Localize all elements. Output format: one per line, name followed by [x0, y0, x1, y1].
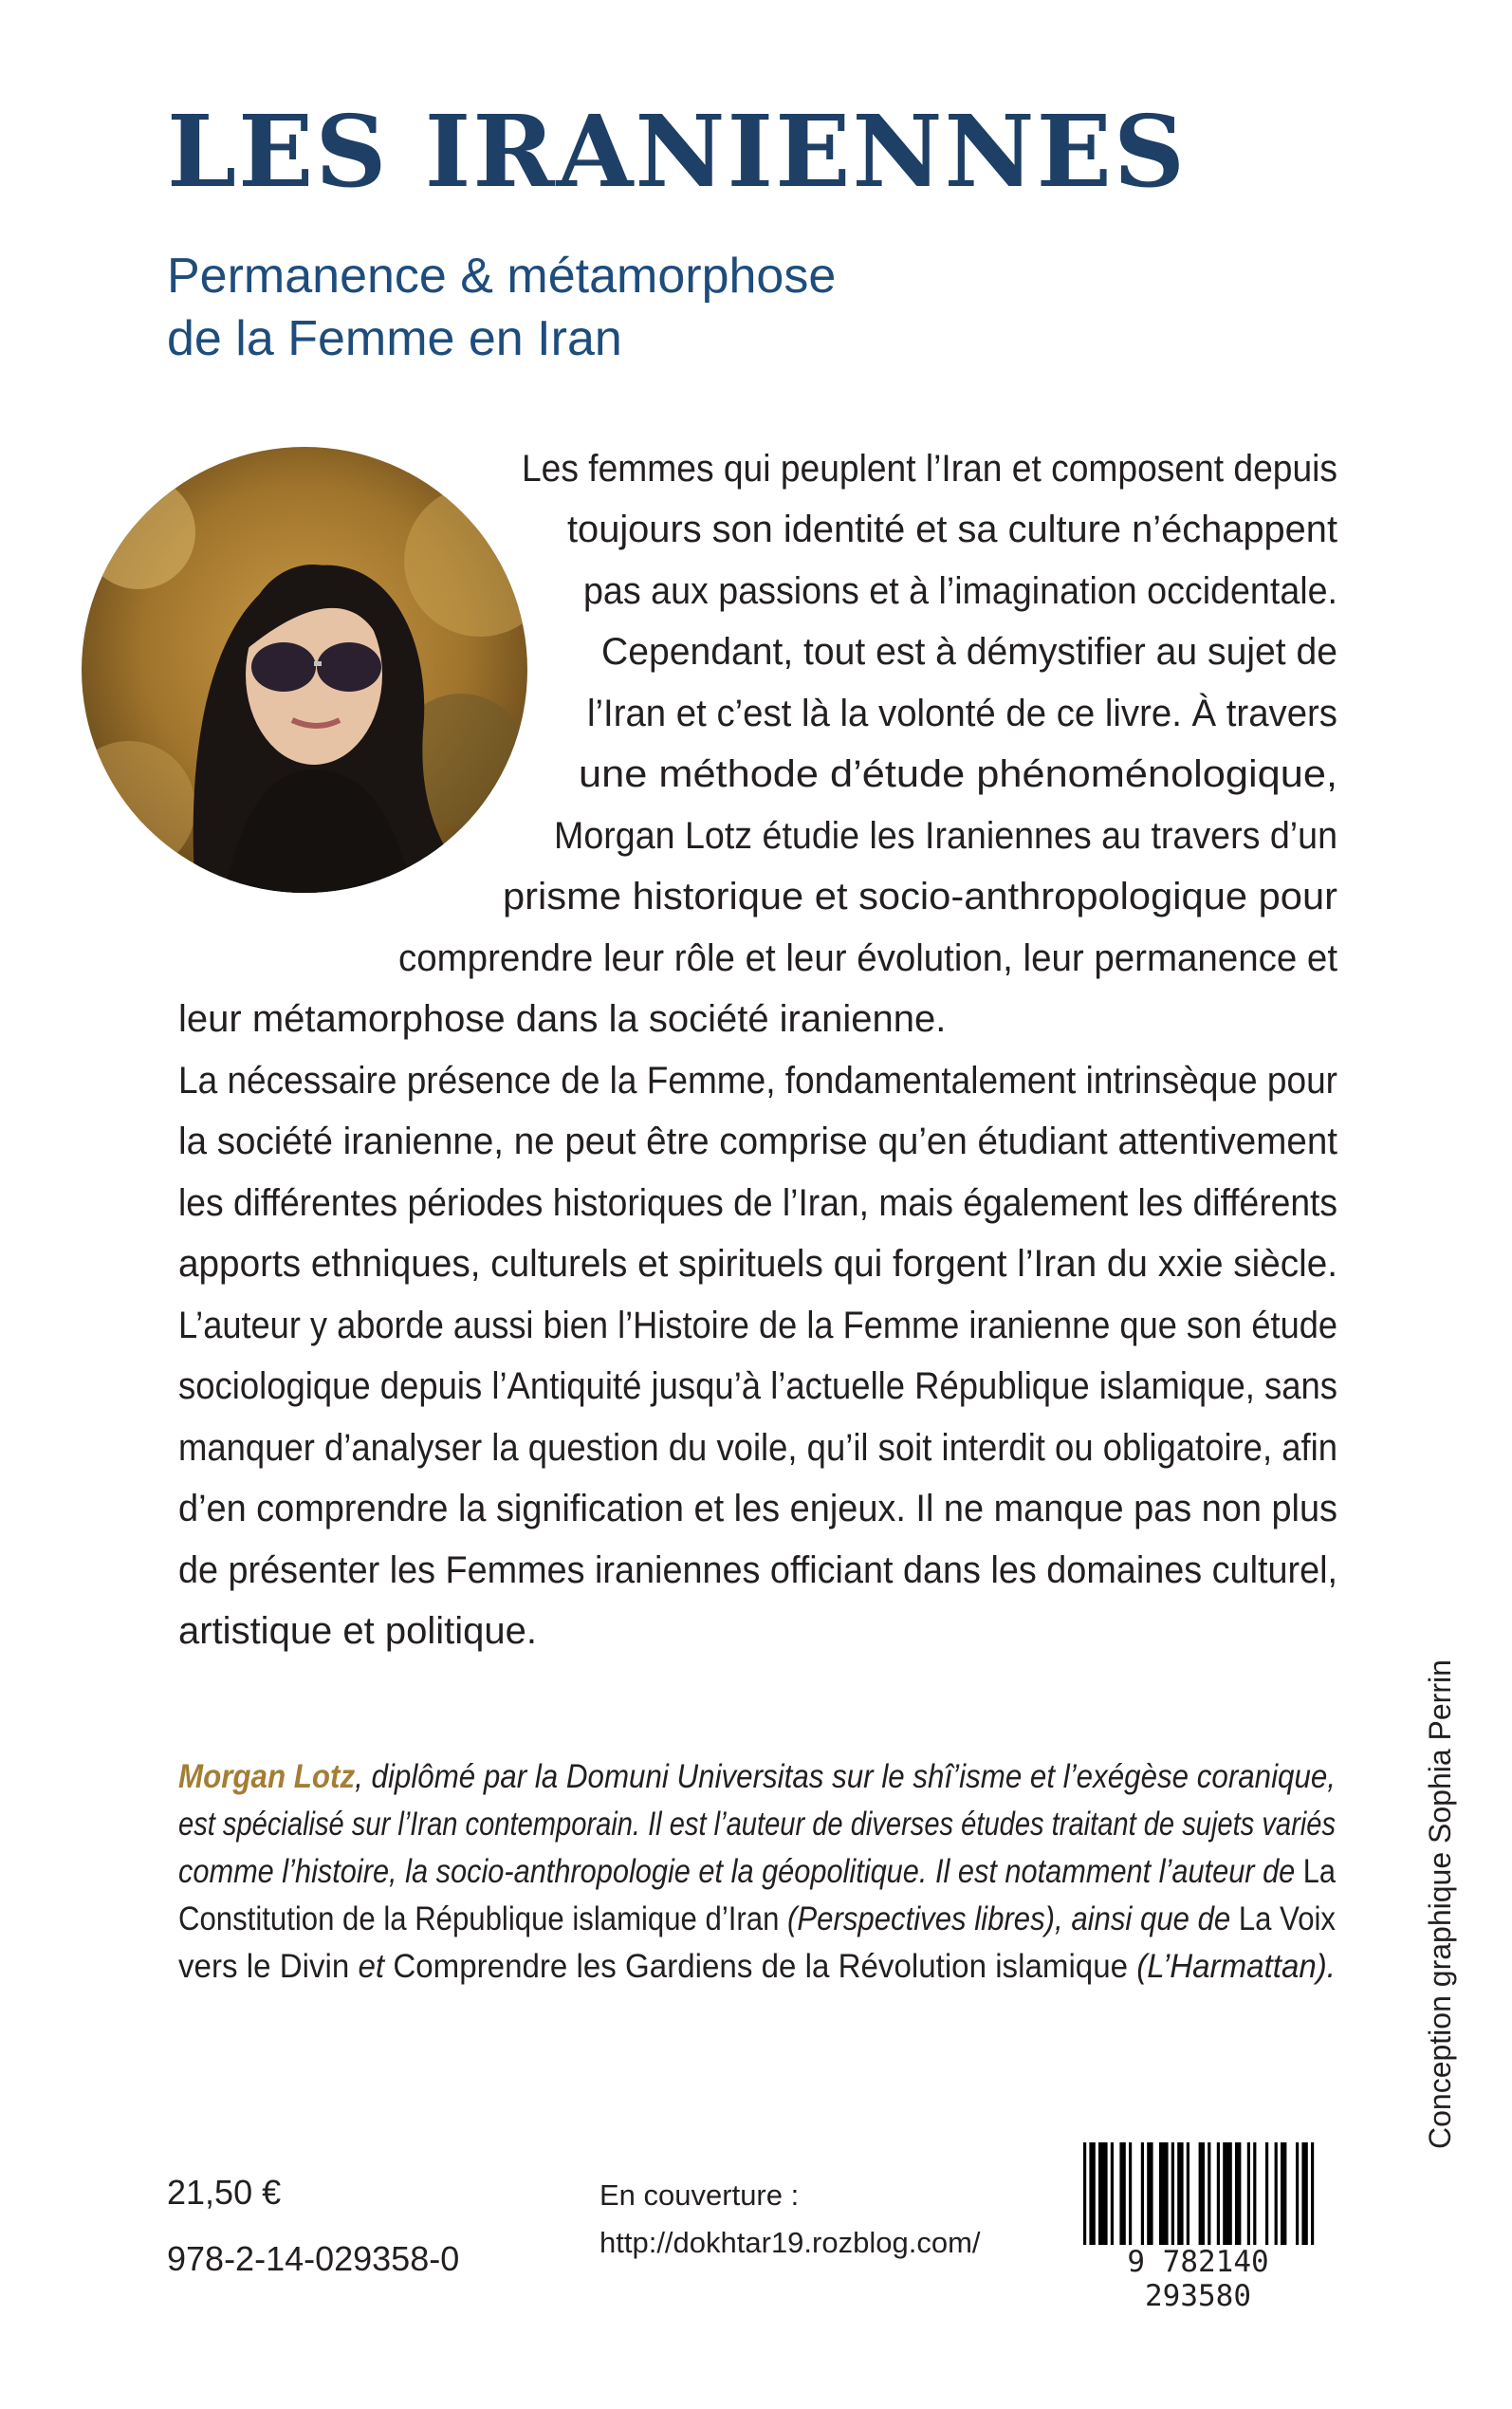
price: 21,50 €: [167, 2173, 282, 2212]
summary-line: Les femmes qui peuplent l’Iran et composent depuis: [522, 448, 1337, 490]
barcode-bar: [1296, 2142, 1299, 2245]
barcode-bar: [1208, 2142, 1210, 2245]
barcode-bar: [1089, 2142, 1095, 2245]
summary-line: toujours son identité et sa culture n’échappent: [567, 509, 1337, 550]
subtitle-line-1: Permanence & métamorphose: [167, 249, 837, 304]
barcode-digits: 9 782140 293580: [1074, 2245, 1322, 2313]
bio-text: (Perspectives libres), ainsi que de: [779, 1900, 1231, 1937]
book-title: LES IRANIENNES: [167, 93, 1187, 210]
summary-line: d’en comprendre la signification et les enjeux. Il ne manque pas non plus: [178, 1488, 1337, 1529]
book-title-ref: Comprendre les Gardiens de la Révolution islamique: [384, 1948, 1129, 1985]
summary-line: une méthode d’étude phénoménologique,: [579, 753, 1337, 795]
barcode-bar: [1281, 2142, 1286, 2245]
barcode-bar: [1265, 2142, 1268, 2245]
barcode-bar: [1235, 2142, 1241, 2245]
book-title-ref: vers le Divin: [178, 1948, 350, 1985]
barcode-bar: [1199, 2142, 1205, 2245]
barcode-bar: [1171, 2142, 1174, 2245]
summary-line: la société iranienne, ne peut être comprise qu’en étudiant attentivement: [178, 1121, 1337, 1162]
barcode-bars: [1074, 2142, 1322, 2245]
barcode-bar: [1141, 2142, 1144, 2245]
summary-line: Morgan Lotz étudie les Iraniennes au travers d’un: [554, 815, 1337, 857]
summary-line: Cependant, tout est à démystifier au sujet de: [601, 631, 1337, 673]
summary-line: La nécessaire présence de la Femme, fondamentalement intrinsèque pour: [178, 1060, 1337, 1102]
barcode-bar: [1098, 2142, 1108, 2245]
subtitle-line-2: de la Femme en Iran: [167, 311, 622, 366]
barcode-bar: [1129, 2142, 1132, 2245]
bio-text: est spécialisé sur l’Iran contemporain. Il est l’auteur de diverses études traitant de sujets variés: [178, 1806, 1336, 1843]
design-credit: Conception graphique Sophia Perrin: [1423, 1659, 1457, 2149]
bio-line: [178, 1801, 1336, 1848]
barcode-bar: [1247, 2142, 1250, 2245]
author-portrait-photo: [82, 447, 527, 893]
summary-line: L’auteur y aborde aussi bien l’Histoire de la Femme iranienne que son étude: [178, 1305, 1337, 1346]
barcode-bar: [1223, 2142, 1232, 2245]
bio-text: et: [349, 1948, 385, 1985]
bio-line: [178, 1848, 1336, 1896]
barcode-bar: [1111, 2142, 1114, 2245]
barcode-bar: [1301, 2142, 1307, 2245]
book-title-ref: La: [1295, 1853, 1336, 1890]
barcode-bar: [1119, 2142, 1125, 2245]
barcode-bar: [1147, 2142, 1152, 2245]
barcode-bar: [1253, 2142, 1256, 2245]
summary-line: prisme historique et socio-anthropologique pour: [503, 876, 1337, 917]
book-title-ref: Constitution de la République islamique d’Iran: [178, 1900, 780, 1937]
bio-line: [178, 1753, 1336, 1801]
summary-line: apports ethniques, culturels et spirituels qui forgent l’Iran du xxie siècle.: [178, 1243, 1337, 1285]
cover-credit-label: En couverture :: [599, 2178, 800, 2212]
barcode-bar: [1083, 2142, 1086, 2245]
book-subtitle: [167, 245, 836, 370]
summary-line: sociologique depuis l’Antiquité jusqu’à l’actuelle République islamique, sans: [178, 1365, 1337, 1407]
summary-line: comprendre leur rôle et leur évolution, leur permanence et: [398, 937, 1337, 979]
summary-line: artistique et politique.: [178, 1610, 538, 1652]
summary-line: l’Iran et c’est là la volonté de ce livre. À travers: [587, 693, 1337, 734]
publisher-ref: (L’Harmattan).: [1128, 1948, 1336, 1985]
barcode-bar: [1217, 2142, 1220, 2245]
book-title-ref: La Voix: [1230, 1900, 1336, 1937]
summary-line: manquer d’analyser la question du voile, qu’il soit interdit ou obligatoire, afin: [178, 1427, 1337, 1469]
summary-line: pas aux passions et à l’imagination occidentale.: [583, 570, 1337, 612]
barcode-bar: [1311, 2142, 1314, 2245]
barcode-bar: [1177, 2142, 1183, 2245]
summary-line: les différentes périodes historiques de l’Iran, mais également les différents: [178, 1182, 1337, 1224]
summary-line: de présenter les Femmes iraniennes officiant dans les domaines culturel,: [178, 1549, 1337, 1591]
barcode-bar: [1159, 2142, 1169, 2245]
isbn: 978-2-14-029358-0: [167, 2239, 460, 2278]
author-name: Morgan Lotz: [178, 1758, 356, 1795]
cover-credit-url: http://dokhtar19.rozblog.com/: [599, 2226, 981, 2259]
barcode-bar: [1187, 2142, 1189, 2245]
barcode-bar: [1275, 2142, 1278, 2245]
bio-text: , diplômé par la Domuni Universitas sur le shî’isme et l’exégèse coranique,: [355, 1758, 1337, 1795]
bio-line: [178, 1943, 1336, 1991]
bio-text: comme l’histoire, la socio-anthropologie et la géopolitique. Il est notamment l’auteur de: [178, 1853, 1296, 1890]
summary-line: leur métamorphose dans la société iranienne.: [178, 998, 947, 1040]
bio-line: [178, 1896, 1336, 1943]
